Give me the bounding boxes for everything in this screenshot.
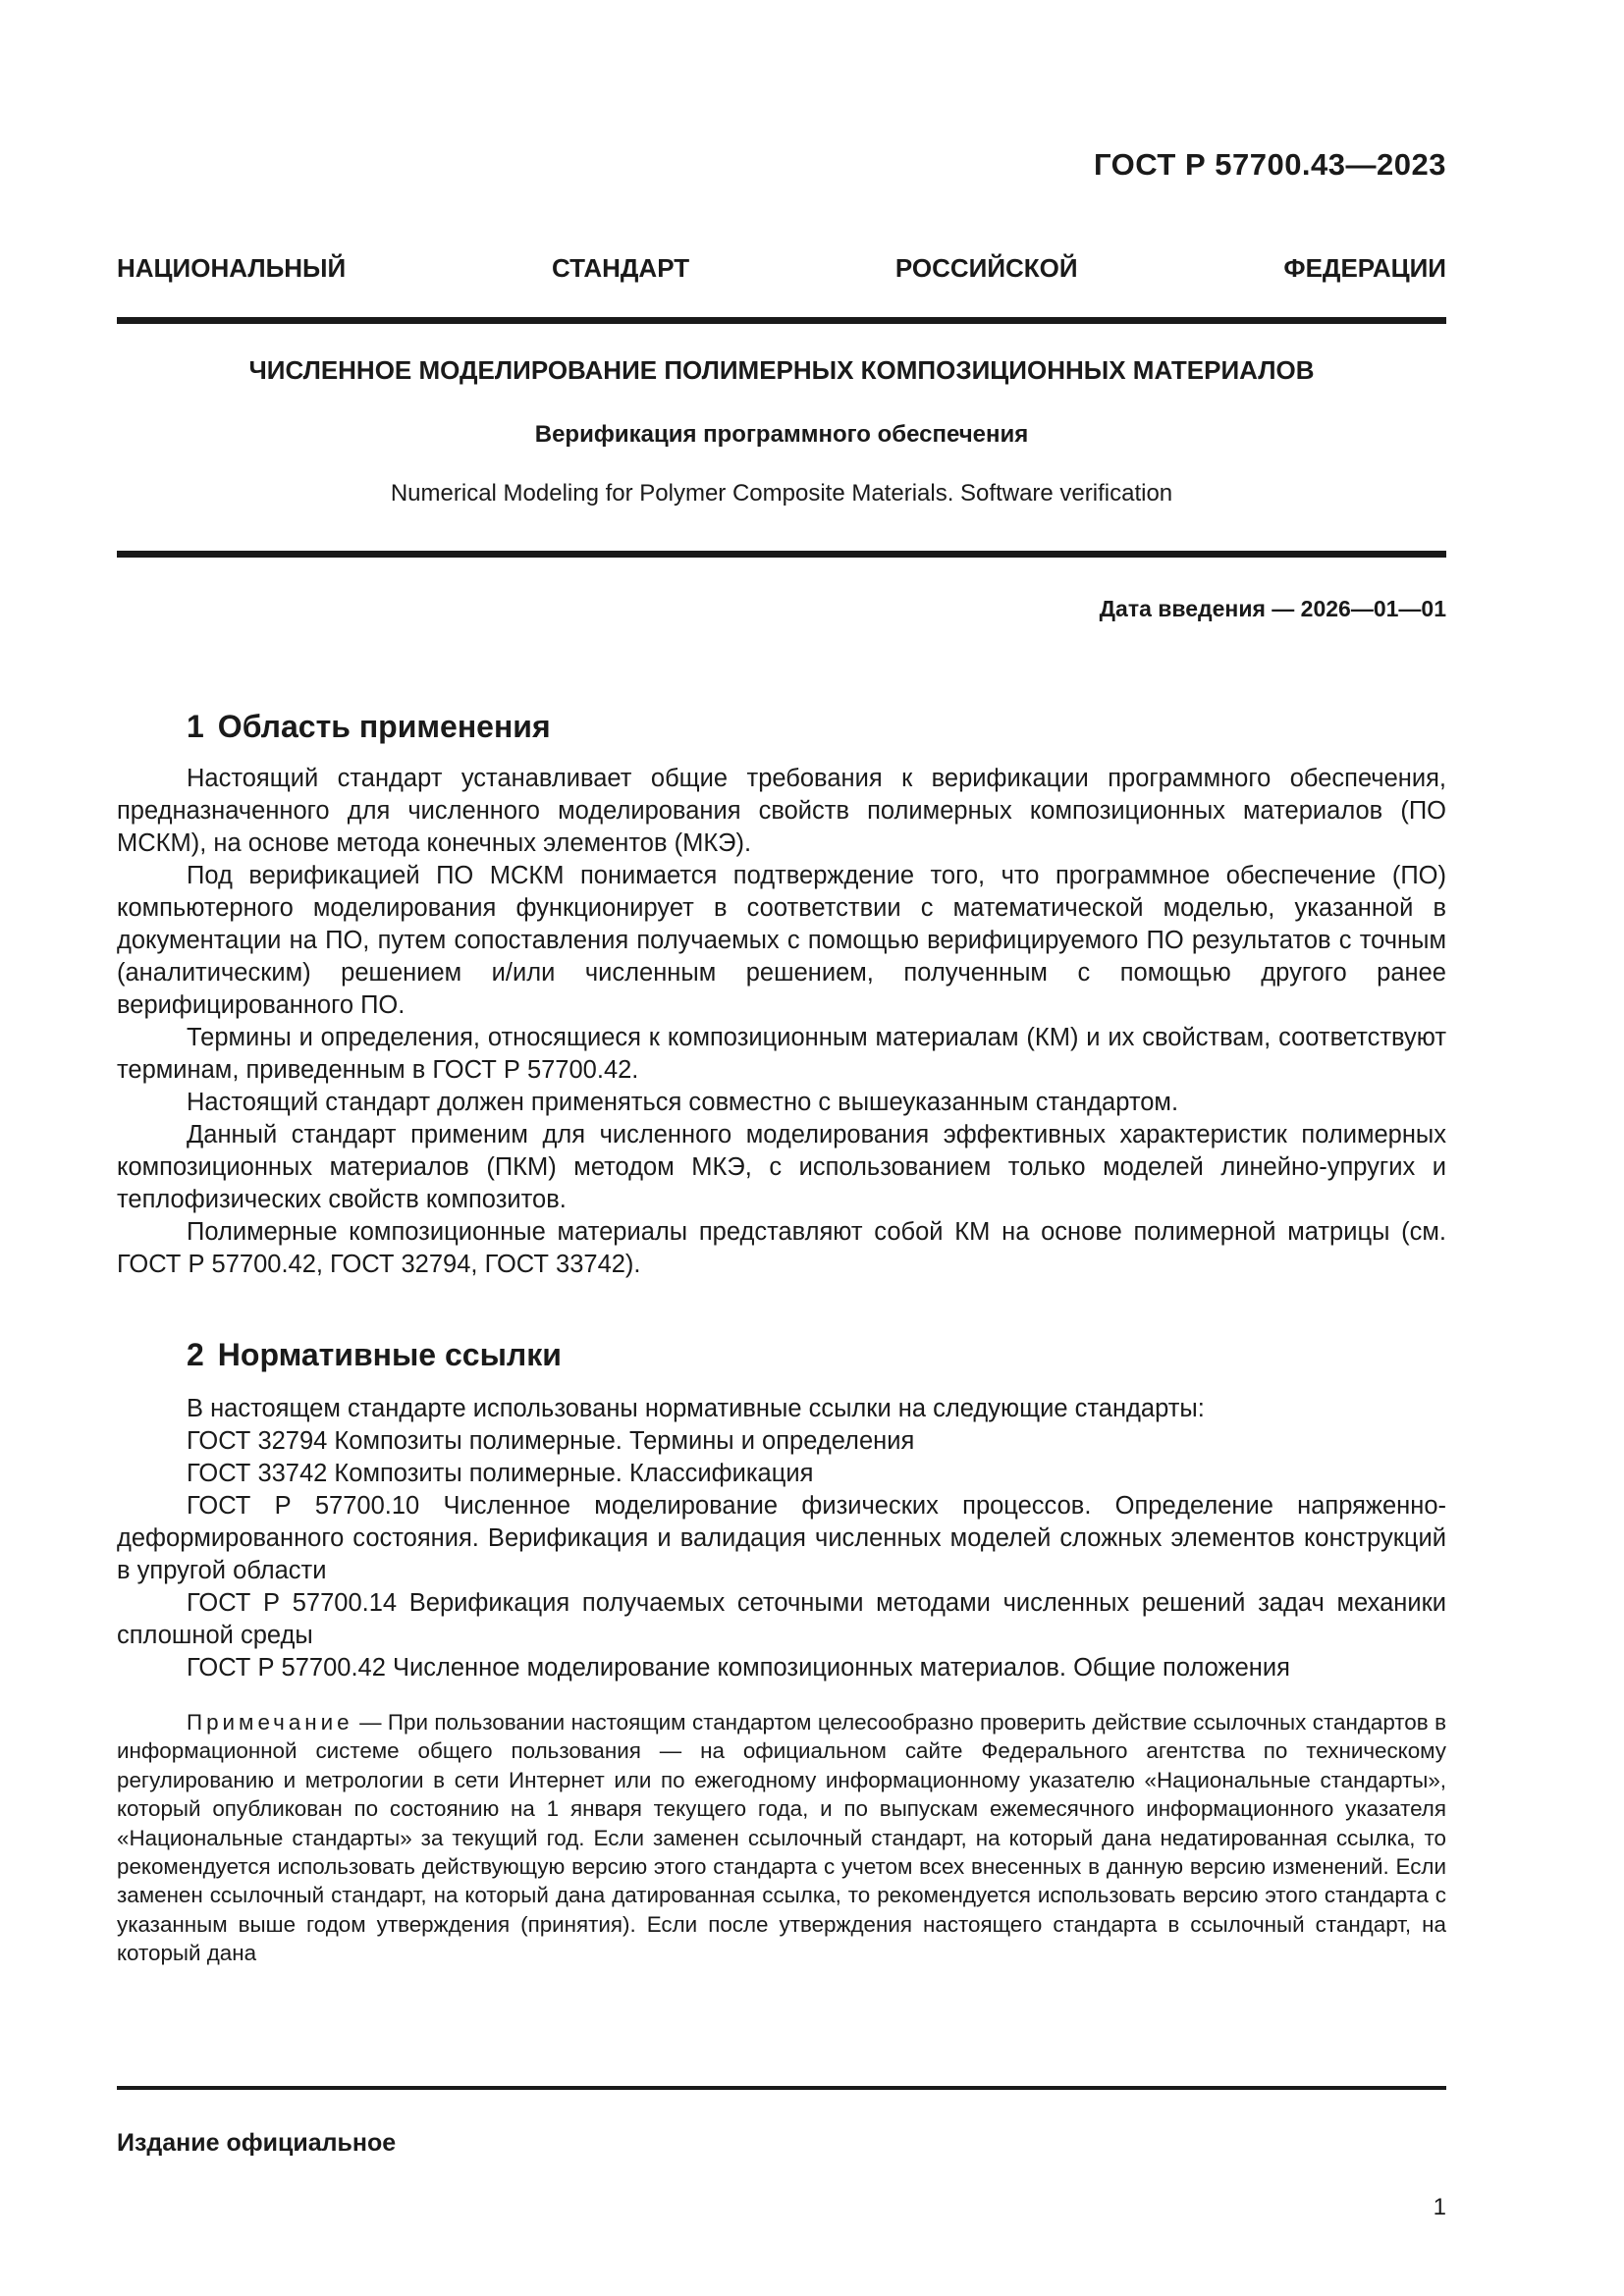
page-number: 1 <box>1433 2194 1446 2220</box>
section-2-body <box>117 1393 1446 1684</box>
note-paragraph <box>117 1708 1446 1968</box>
section-1-heading <box>187 709 551 745</box>
note-text: — При пользовании настоящим стандартом целесообразно проверить действие ссылочных стандартов в информационной системе общего пользования — на официальном сайте Федерального агентства по техническому регулированию и метрологии в сети Интернет или по ежегодному информационному указателю «Национальные стандарты», который опубликован по состоянию на 1 января текущего года, и по выпускам ежемесячного информационного указателя «Национальные стандарты» за текущий год. Если заменен ссылочный стандарт, на который дана недатированная ссылка, то рекомендуется использовать действующую версию этого стандарта с учетом всех внесенных в данную версию изменений. Если заменен ссылочный стандарт, на который дана датированная ссылка, то рекомендуется использовать версию этого стандарта с указанным выше годом утверждения (принятия). Если после утверждения настоящего стандарта в ссылочный стандарт, на который дана <box>117 1710 1446 1966</box>
reference-item: ГОСТ Р 57700.42 Численное моделирование композиционных материалов. Общие положения <box>187 1654 1290 1682</box>
reference-item: ГОСТ Р 57700.10 Численное моделирование физических процессов. Определение напряженно-деформированного состояния. Верификация и валидация численных моделей сложных элементов конструкций в упругой области <box>117 1492 1446 1584</box>
introduction-date: Дата введения — 2026—01—01 <box>1099 596 1446 621</box>
document-subtitle: Верификация программного обеспечения <box>534 421 1029 448</box>
national-standard-banner: НАЦИОНАЛЬНЫЙ СТАНДАРТ РОССИЙСКОЙ ФЕДЕРАЦИИ <box>117 253 1446 283</box>
section-1-body <box>117 763 1446 1281</box>
note-label: Примечание <box>187 1710 353 1735</box>
section-1-paragraph: Настоящий стандарт устанавливает общие требования к верификации программного обеспечения, предназначенного для численного моделирования свойств полимерных композиционных материалов (ПО МСКМ), на основе метода конечных элементов (МКЭ). <box>117 765 1446 857</box>
section-1-paragraph: Настоящий стандарт должен применяться совместно с вышеуказанным стандартом. <box>187 1089 1179 1116</box>
section-1-paragraph: Термины и определения, относящиеся к композиционным материалам (КМ) и их свойствам, соответствуют терминам, приведенным в ГОСТ Р 57700.42. <box>117 1024 1446 1084</box>
section-1-number: 1 <box>187 709 204 744</box>
section-1-title: Область применения <box>217 709 551 744</box>
section-1-paragraph: Полимерные композиционные материалы представляют собой КМ на основе полимерной матрицы (см. ГОСТ Р 57700.42, ГОСТ 32794, ГОСТ 33742). <box>117 1218 1446 1278</box>
top-divider <box>117 317 1446 324</box>
footer-divider <box>117 2086 1446 2090</box>
reference-item: ГОСТ 32794 Композиты полимерные. Термины и определения <box>187 1427 915 1455</box>
note-block <box>117 1708 1446 1968</box>
title-divider <box>117 551 1446 558</box>
document-number: ГОСТ Р 57700.43—2023 <box>1094 147 1446 182</box>
references-intro: В настоящем стандарте использованы нормативные ссылки на следующие стандарты: <box>187 1395 1205 1422</box>
document-title-english: Numerical Modeling for Polymer Composite Materials. Software verification <box>390 480 1173 507</box>
official-edition-label: Издание официальное <box>117 2129 397 2157</box>
section-2-number: 2 <box>187 1337 204 1372</box>
section-1-paragraph: Данный стандарт применим для численного моделирования эффективных характеристик полимерных композиционных материалов (ПКМ) методом МКЭ, с использованием только моделей линейно-упругих и теплофизических свойств композитов. <box>117 1121 1446 1213</box>
section-1-paragraph: Под верификацией ПО МСКМ понимается подтверждение того, что программное обеспечение (ПО) компьютерного моделирования функционирует в соответствии с математической моделью, указанной в документации на ПО, путем сопоставления получаемых с помощью верифицируемого ПО результатов с точным (аналитическим) решением и/или численным решением, полученным с помощью другого ранее верифицированного ПО. <box>117 862 1446 1019</box>
section-2-heading <box>187 1337 562 1373</box>
reference-item: ГОСТ Р 57700.14 Верификация получаемых сеточными методами численных решений задач механики сплошной среды <box>117 1589 1446 1649</box>
section-2-title: Нормативные ссылки <box>217 1337 562 1372</box>
reference-item: ГОСТ 33742 Композиты полимерные. Классификация <box>187 1460 814 1487</box>
document-title: ЧИСЛЕННОЕ МОДЕЛИРОВАНИЕ ПОЛИМЕРНЫХ КОМПОЗИЦИОННЫХ МАТЕРИАЛОВ <box>248 355 1315 385</box>
